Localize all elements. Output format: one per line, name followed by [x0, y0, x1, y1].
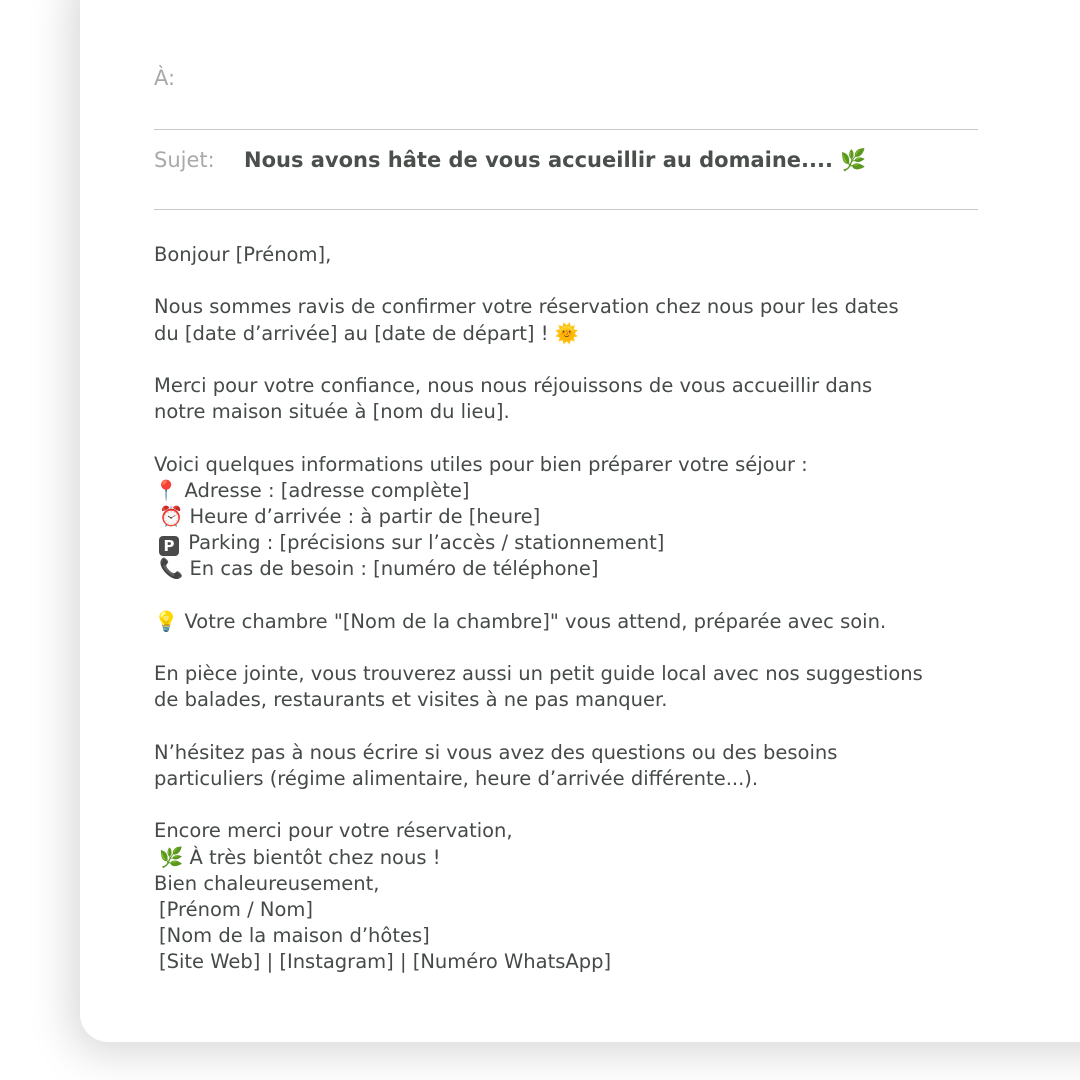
thanks-line-1: Merci pour votre confiance, nous nous réjouissons de vous accueillir dans [154, 373, 873, 397]
pin-icon: 📍 [154, 478, 179, 502]
room-line [154, 609, 982, 635]
subject-field-row[interactable] [154, 148, 866, 173]
signature-house: [Nom de la maison d’hôtes] [159, 924, 430, 948]
info-item-arrival-text: Heure d’arrivée : à partir de [heure] [183, 504, 541, 528]
info-item-parking [154, 530, 982, 556]
parking-icon: P [159, 536, 179, 556]
signature-links: [Site Web] | [Instagram] | [Numéro WhatsApp] [159, 950, 612, 974]
info-item-address [154, 478, 982, 504]
guide-line-1: En pièce jointe, vous trouverez aussi un petit guide local avec nos suggestions [154, 662, 923, 686]
sun-icon: 🌞 [554, 321, 580, 345]
closing-block [154, 818, 982, 975]
questions-line-2: particuliers (régime alimentaire, heure d’arrivée différente...). [154, 766, 759, 790]
room-paragraph [154, 609, 982, 635]
closing-line-3: Bien chaleureusement, [154, 871, 380, 895]
info-paragraph [154, 452, 982, 583]
to-label: À: [154, 66, 176, 90]
phone-icon: 📞 [159, 557, 184, 581]
email-body[interactable] [154, 242, 982, 1002]
greeting [154, 242, 982, 268]
signature-name: [Prénom / Nom] [159, 897, 313, 921]
confirmation-line-2-text: du [date d’arrivée] au [date de départ] ! [154, 321, 555, 345]
info-item-phone [154, 556, 982, 582]
confirmation-paragraph [154, 294, 982, 346]
subject-text[interactable]: Nous avons hâte de vous accueillir au domaine.... 🌿 [244, 148, 867, 172]
subject-divider [154, 209, 978, 210]
closing-line-1: Encore merci pour votre réservation, [154, 819, 513, 843]
confirmation-line-1: Nous sommes ravis de confirmer votre réservation chez nous pour les dates [154, 295, 899, 319]
guide-line-2: de balades, restaurants et visites à ne pas manquer. [154, 688, 668, 712]
questions-line-1: N’hésitez pas à nous écrire si vous avez des questions ou des besoins [154, 740, 838, 764]
info-item-parking-text: Parking : [précisions sur l’accès / stationnement] [182, 531, 665, 555]
light-bulb-icon: 💡 [154, 609, 179, 633]
leaf-icon: 🌿 [159, 845, 184, 869]
questions-paragraph [154, 740, 982, 792]
info-item-address-text: Adresse : [adresse complète] [178, 478, 470, 502]
closing-line-2 [154, 845, 982, 871]
info-intro: Voici quelques informations utiles pour bien préparer votre séjour : [154, 452, 808, 476]
thanks-line-2: notre maison située à [nom du lieu]. [154, 400, 510, 424]
room-line-text: Votre chambre "[Nom de la chambre]" vous attend, préparée avec soin. [178, 609, 887, 633]
to-field-row[interactable] [154, 66, 175, 90]
thanks-paragraph [154, 373, 982, 425]
guide-paragraph [154, 661, 982, 713]
info-item-phone-text: En cas de besoin : [numéro de téléphone] [183, 557, 599, 581]
info-item-arrival [154, 504, 982, 530]
alarm-clock-icon: ⏰ [159, 504, 184, 528]
to-divider [154, 129, 978, 130]
greeting-line: Bonjour [Prénom], [154, 243, 332, 266]
subject-label: Sujet: [154, 148, 215, 172]
closing-line-2-text: À très bientôt chez nous ! [183, 845, 441, 869]
confirmation-line-2 [154, 321, 982, 347]
